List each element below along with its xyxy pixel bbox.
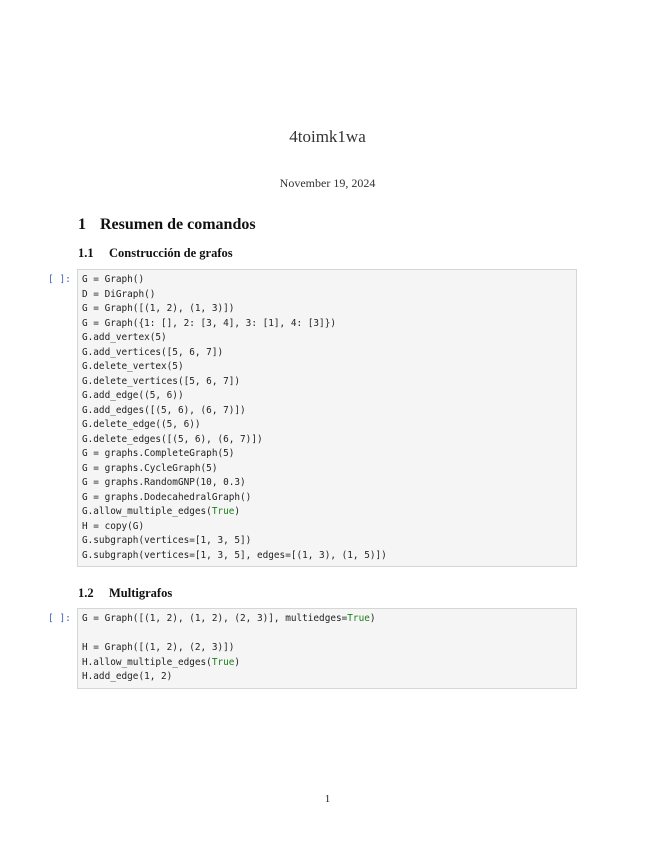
subsection-title: Multigrafos <box>109 586 173 600</box>
subsection-number: 1.2 <box>78 586 94 600</box>
code-line: G.allow_multiple_edges(True) <box>82 506 241 517</box>
code-cell-2[interactable] <box>77 608 577 689</box>
code-line: G.add_vertices([5, 6, 7]) <box>82 346 224 358</box>
code-line: H.add_edge(1, 2) <box>82 671 173 682</box>
subsection-heading-1 <box>78 246 233 261</box>
code-line: H = Graph([(1, 2), (2, 3)]) <box>82 642 235 653</box>
code-line: G = Graph() <box>82 274 145 285</box>
code-line: G.add_edge((5, 6)) <box>82 390 184 401</box>
code-line: G = Graph([(1, 2), (1, 3)]) <box>82 303 235 314</box>
cell-prompt: [ ]: <box>48 613 71 624</box>
document-date: November 19, 2024 <box>279 176 376 190</box>
code-line: H = copy(G) <box>82 520 145 532</box>
document-title: 4toimk1wa <box>289 127 366 146</box>
code-line: G.subgraph(vertices=[1, 3, 5]) <box>82 535 252 546</box>
code-line: H.allow_multiple_edges(True) <box>82 656 241 668</box>
code-cell-1[interactable] <box>77 269 577 567</box>
section-heading <box>78 216 256 234</box>
section-number: 1 <box>78 216 86 233</box>
subsection-title: Construcción de grafos <box>109 246 233 260</box>
code-line: G = graphs.RandomGNP(10, 0.3) <box>82 477 246 488</box>
section-title: Resumen de comandos <box>100 216 256 233</box>
code-line: G.delete_edges([(5, 6), (6, 7)]) <box>82 433 263 445</box>
code-line: G.delete_edge((5, 6)) <box>82 419 201 430</box>
code-line: G = graphs.CompleteGraph(5) <box>82 448 235 459</box>
code-line: G.delete_vertices([5, 6, 7]) <box>82 375 241 387</box>
cell-prompt: [ ]: <box>48 274 71 285</box>
code-line: G.add_edges([(5, 6), (6, 7)]) <box>82 404 246 416</box>
subsection-heading-2 <box>78 586 172 601</box>
subsection-number: 1.1 <box>78 246 94 260</box>
code-line: G = Graph({1: [], 2: [3, 4], 3: [1], 4: [3]}) <box>82 317 336 329</box>
code-line: G = Graph([(1, 2), (1, 2), (2, 3)], multiedges=True) <box>82 613 376 624</box>
code-line: G.delete_vertex(5) <box>82 361 184 372</box>
code-line: D = DiGraph() <box>82 288 156 300</box>
code-line <box>82 627 572 642</box>
page-number: 1 <box>324 793 331 805</box>
code-line: G.subgraph(vertices=[1, 3, 5], edges=[(1, 3), (1, 5)]) <box>82 549 387 561</box>
code-line: G = graphs.CycleGraph(5) <box>82 462 218 474</box>
code-line: G.add_vertex(5) <box>82 332 167 343</box>
code-line: G = graphs.DodecahedralGraph() <box>82 491 252 503</box>
